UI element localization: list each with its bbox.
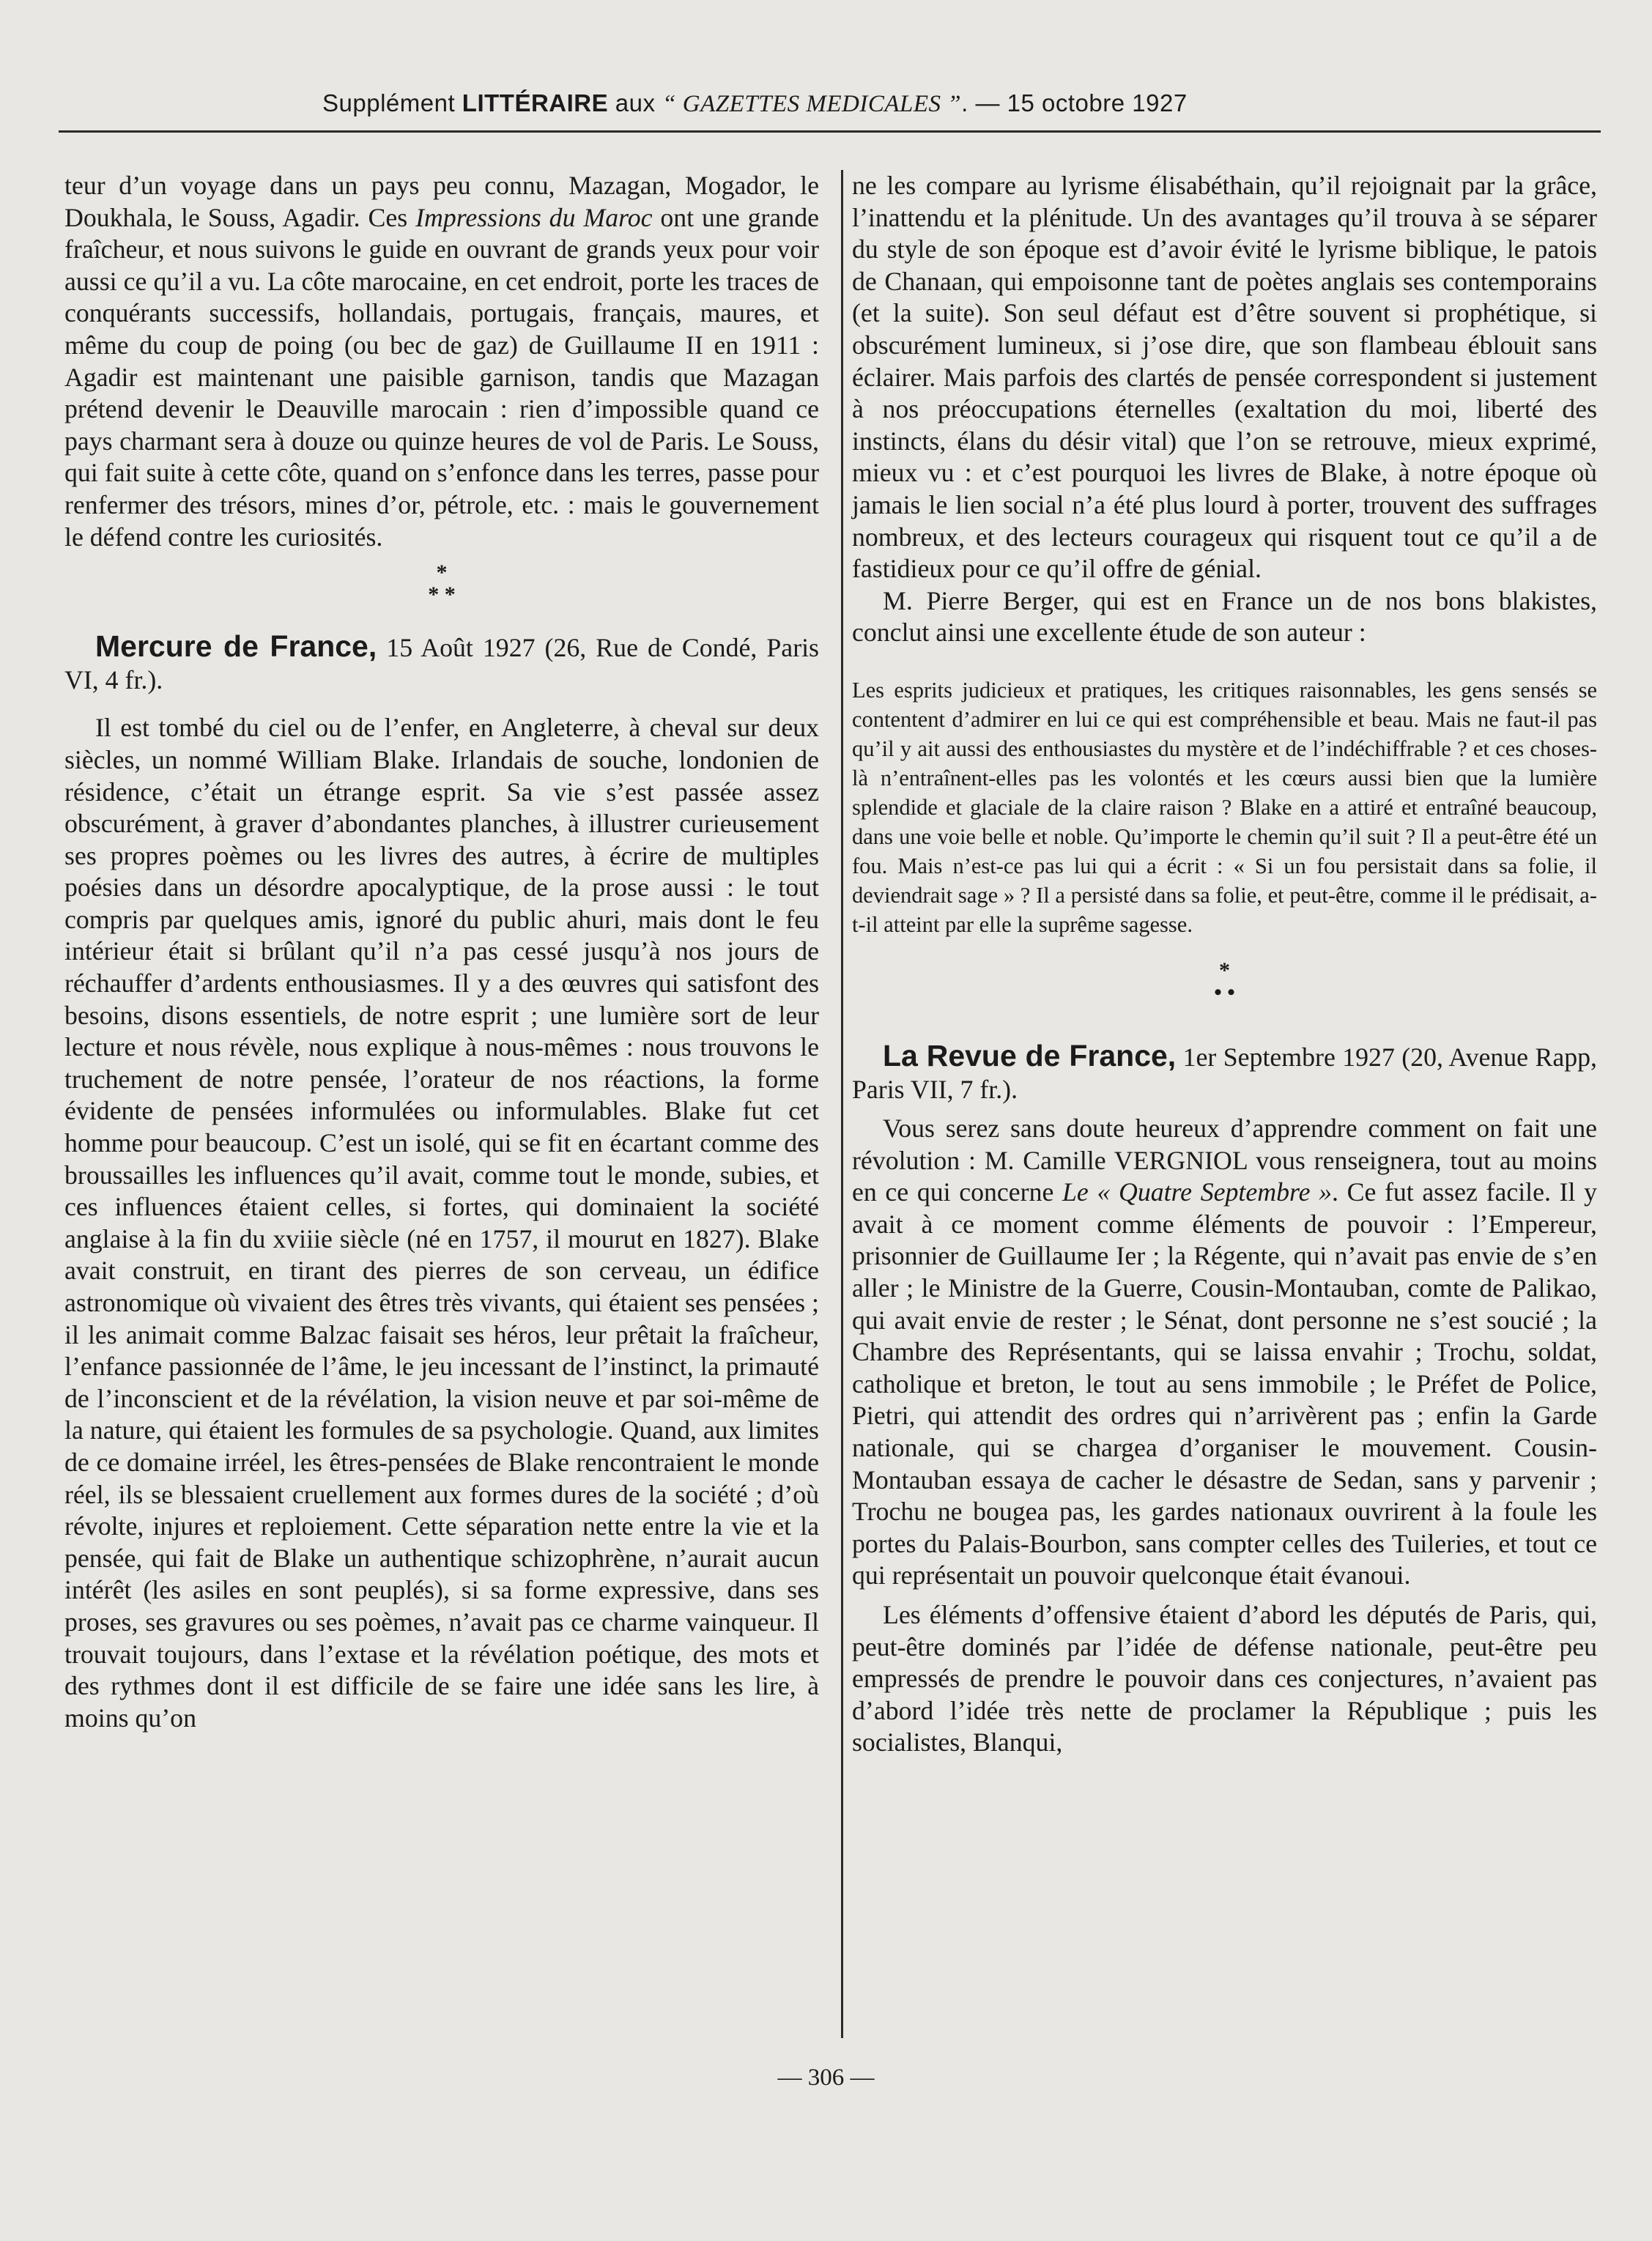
section-separator (64, 562, 819, 606)
block-quote (852, 675, 1597, 939)
section-title: Mercure de France, (95, 629, 377, 664)
header-bold: LITTÉRAIRE (462, 89, 609, 116)
section-meta: 15 Août 1927 (26, Rue de Condé, Paris VI, 4 fr.). (64, 633, 819, 694)
right-column (852, 170, 1597, 1759)
header-mid: aux (608, 89, 663, 116)
right-paragraph-3 (852, 1113, 1597, 1592)
section-meta: 1er Septembre 1927 (20, Avenue Rapp, Paris VII, 7 fr.). (852, 1042, 1597, 1104)
separator-star-bottom: * * (428, 582, 456, 607)
italic-title: Le « Quatre Septembre » (1062, 1177, 1332, 1207)
text-run: teur d’un voyage dans un pays peu connu, Mazagan, Mogador, le Doukhala, le Souss, Agadir. Ces (64, 171, 819, 232)
italic-title: Impressions du Maroc (415, 202, 653, 232)
page-number: — 306 — (777, 2064, 875, 2091)
separator-star-top: * (436, 560, 448, 585)
separator-star-bottom: • • (1214, 979, 1235, 1004)
text-run: Vous serez sans doute heureux d’apprendre comment on fait une révolution : M. Camille VERGNIOL vous renseignera, tout au moins en ce qui concerne (852, 1114, 1597, 1207)
left-paragraph-1 (64, 170, 819, 553)
header-date: . — 15 octobre 1927 (961, 89, 1188, 116)
right-paragraph-4: Les éléments d’offensive étaient d’abord les députés de Paris, qui, peut-être dominés par l’idée de défense nationale, peut-être peu empressés de prendre le pouvoir dans ces conjectures, n’avaient pas d’abord l’idée très nette de proclamer la République ; puis les socialistes, Blanqui, (852, 1600, 1597, 1757)
section-title: La Revue de France, (883, 1038, 1177, 1073)
header-journal: “ GAZETTES MEDICALES ” (662, 91, 962, 117)
right-paragraph-1: ne les compare au lyrisme élisabéthain, qu’il rejoignait par la grâce, l’inattendu et la plénitude. Un des avantages qu’il trouva à se séparer du style de son époque est d’avoir évité le lyrisme biblique, le patois de Chanaan, qui empoisonne tant de poètes anglais ses contemporains (et la suite). Son seul défaut est d’être souvent si prophétique, si obscurément lumineux, si j’ose dire, que son flambeau éblouit sans éclairer. Mais parfois des clartés de pensée correspondent si justement à nos préoccupations éternelles (exaltation du moi, liberté des instincts, élans du désir vital) que l’on se retrouve, mieux exprimé, mieux vu : et c’est pourquoi les livres de Blake, à notre époque où jamais le lien social n’a été plus lourd à porter, trouvent des suffrages nombreux, et des lecteurs courageux qui risquent tout ce qu’il a de fastidieux pour ce qu’il offre de génial. (852, 171, 1597, 584)
text-run: ont une grande fraîcheur, et nous suivons le guide en ouvrant de grands yeux pour voir aussi ce qu’il a vu. La côte marocaine, en cet endroit, porte les traces de conquérants successifs, hollandais, portugais, français, maures, et même du coup de poing (ou bec de gaz) de Guillaume II en 1911 : Agadir est maintenant une paisible garnison, tandis que Mazagan prétend devenir le Deauville marocain : rien d’impossible quand ce pays charmant sera à douze ou quinze heures de vol de Paris. Le Souss, qui fait suite à cette côte, quand on s’enfonce dans les terres, passe pour renfermer des trésors, mines d’or, pétrole, etc. : mais le gouvernement le défend contre les curiosités. (64, 202, 820, 552)
header-prefix: Supplément (322, 89, 462, 116)
text-run: . Ce fut assez facile. Il y avait à ce moment comme éléments de pouvoir : l’Empereur, prisonnier de Guillaume Ier ; la Régente, qui n’avait pas envie de s’en aller ; le Ministre de la Guerre, Cousin-Montauban, comte de Palikao, qui avait envie de rester ; le Sénat, dont personne ne s’est soucié ; la Chambre des Représentants, qui se laissa envahir ; Trochu, soldat, catholique et breton, le tout au sens immobile ; le Préfet de Police, Pietri, qui attendit des ordres qui n’arrivèrent pas ; enfin la Garde nationale, qui se chargea d’organiser le mouvement. Cousin-Montauban essaya de cacher le désastre de Sedan, sans y parvenir ; Trochu ne bougea pas, les gardes nationaux ouvrirent à la foule les portes du Palais-Bourbon, sans compter celles des Tuileries, et tout ce qui représentait un pouvoir quelconque était évanoui. (852, 1177, 1597, 1590)
section-heading-mercure (64, 631, 819, 696)
section-separator (852, 957, 1597, 1004)
header-rule (59, 130, 1601, 133)
right-paragraph-2: M. Pierre Berger, qui est en France un de nos bons blakistes, conclut ainsi une excellente étude de son auteur : (852, 585, 1597, 648)
column-divider (841, 170, 843, 2038)
left-paragraph-2: Il est tombé du ciel ou de l’enfer, en Angleterre, à cheval sur deux siècles, un nommé William Blake. Irlandais de souche, londonien de résidence, c’était un étrange esprit. Sa vie s’est passée assez obscurément, à graver d’abondantes planches, à illustrer curieusement ses propres poèmes ou les livres des autres, à écrire de multiples poésies dans un désordre apocalyptique, de la prose aussi : le tout compris par quelques amis, ignoré du public ahuri, mais dont le feu intérieur était si brûlant qu’il n’a pas cessé jusqu’à nos jours de réchauffer d’ardents enthousiasmes. Il y a des œuvres qui satisfont des besoins, disons essentiels, de notre esprit ; une lumière sort de leur lecture et nous révèle, nous explique à nous-mêmes : nous trouvons le truchement de notre pensée, l’orateur de nos réactions, la forme évidente de pensées informulées ou informulables. Blake fut cet homme pour beaucoup. C’est un isolé, qui se fit en écartant comme des broussailles les influences qu’il avait, comme tout le monde, subies, et ces influences étaient celles, si fortes, qui dominaient la société anglaise à la fin du xviiie siècle (né en 1757, il mourut en 1827). Blake avait construit, en tirant des pierres de son cerveau, un édifice astronomique où vivaient des êtres très vivants, qui étaient ses pensées ; il les animait comme Balzac faisait ses héros, leur prêtait la fraîcheur, l’enfance passionnée de l’âme, le jeu incessant de l’instinct, la primauté de l’inconscient et de la révélation, la vision neuve et par soi-même de la nature, qui étaient les formules de sa psychologie. Quand, aux limites de ce domaine irréel, les êtres-pensées de Blake rencontraient le monde réel, ils se blessaient cruellement aux formes dures de la société ; d’où révolte, injures et reploiement. Cette séparation nette entre la vie et la pensée, qui fait de Blake un authentique schizophrène, n’aurait aucun intérêt (les asiles en sont peuplés), si sa forme expressive, dans ses proses, ses gravures ou ses poèmes, n’avait pas ce charme vainqueur. Il trouvait toujours, dans l’extase et la révélation poétique, des mots et des rythmes dont il est difficile de se faire une idée sans les lire, à moins qu’on (64, 713, 819, 1733)
left-column (64, 170, 819, 1734)
running-header (322, 89, 1333, 118)
quote-text: Les esprits judicieux et pratiques, les critiques raisonnables, les gens sensés se contentent d’admirer en lui ce qui est compréhensible et beau. Mais ne faut-il pas qu’il y ait aussi des enthousiastes du mystère et de l’indéchiffrable ? et ces choses-là n’entraînent-elles pas les volontés et les cœurs aussi bien que la lumière splendide et glaciale de la claire raison ? Blake en a attiré et entraîné beaucoup, dans une voie belle et noble. Qu’importe le chemin qu’il suit ? Il a peut-être été un fou. Mais n’est-ce pas lui qui a écrit : « Si un fou persistait dans sa folie, il deviendrait sage » ? Il a persisté dans sa folie, et peut-être, comme il le prédisait, a-t-il atteint par elle la suprême sagesse. (852, 677, 1597, 937)
separator-star-top: * (1219, 957, 1230, 982)
section-heading-revue (852, 1040, 1597, 1105)
